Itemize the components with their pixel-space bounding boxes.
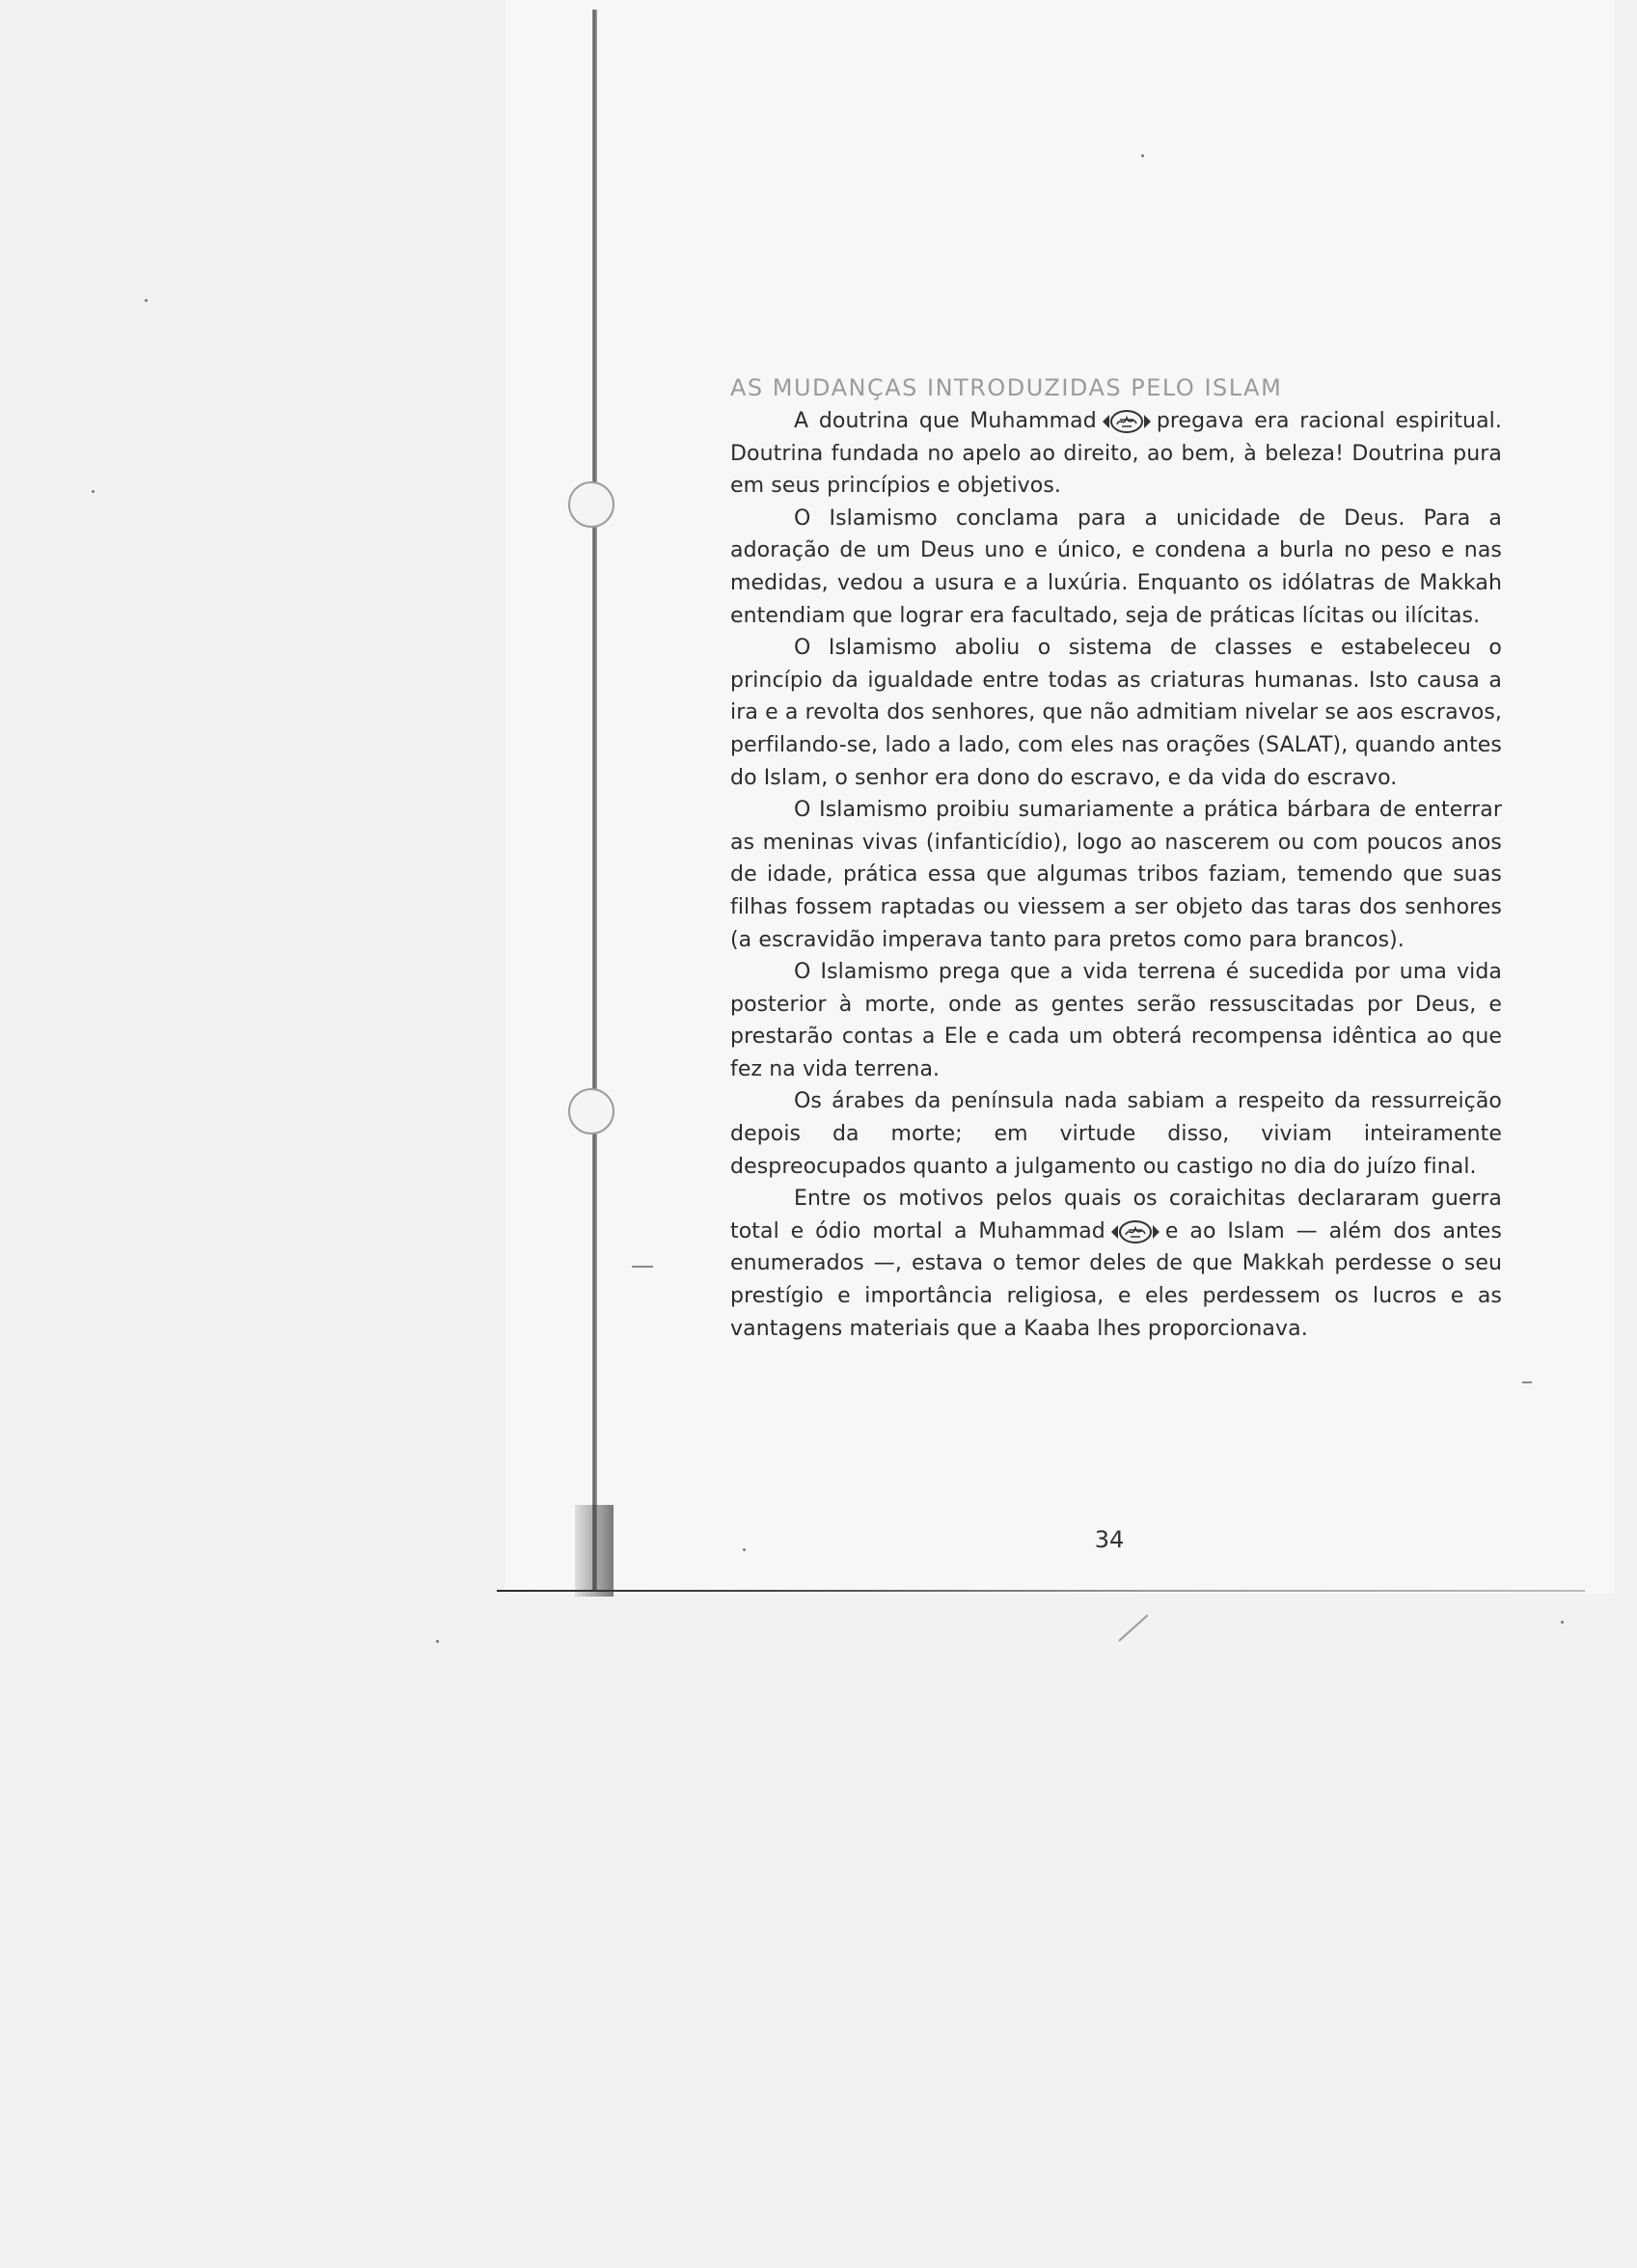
scan-speck [743,1548,746,1551]
punch-hole-bottom [568,1088,614,1134]
paragraph-3: O Islamismo aboliu o sistema de classes e estabeleceu o princípio da igualdade entre todas as criaturas humanas. Isto causa a ira e a revolta dos senhores, que não admitiam nivelar se aos escravos, perfilando-se, lado a lado, com eles nas orações (SALAT), quando antes do Islam, o senhor era dono do escravo, e da vida do escravo. [730,636,1502,790]
page-edge-shadow-line [592,10,597,1592]
scan-speck [1561,1621,1564,1624]
calligraphy-seal-icon [1101,408,1153,435]
paragraph-1 [730,405,1502,503]
chapter-title: AS MUDANÇAS INTRODUZIDAS PELO ISLAM [730,374,1283,401]
punch-hole-top [568,481,614,528]
scan-speck [436,1640,439,1643]
paragraph-2: O Islamismo conclama para a unicidade de Deus. Para a adoração de um Deus uno e único, e condena a burla no peso e nas medidas, vedou a usura e a luxúria. Enquanto os idólatras de Makkah entendiam que lograr era facultado, seja de práticas lícitas ou ilícitas. [730,506,1502,628]
paragraph-1-start: A doutrina que Muhammad [794,409,1097,433]
paragraph-7 [730,1183,1502,1345]
page-number: 34 [1094,1526,1125,1553]
scan-speck [145,299,148,302]
scan-speck [92,490,95,493]
scan-mark [632,1266,653,1268]
paragraph-7-end: e ao Islam — além dos antes enumerados —, estava o temor deles de que Makkah perdesse o seu prestígio e importância religiosa, e eles perdessem os lucros e as vantagens materiais que a Kaaba lhes proporcionava. [730,1218,1502,1341]
calligraphy-seal-icon [1109,1218,1161,1245]
paragraph-4: O Islamismo proibiu sumariamente a prática bárbara de enterrar as meninas vivas (infanticídio), logo ao nascerem ou com poucos anos de idade, prática essa que algumas tribos faziam, temendo que suas filhas fossem raptadas ou viessem a ser objeto das taras dos senhores (a escravidão imperava tanto para pretos como para brancos). [730,798,1502,952]
paragraph-6: Os árabes da península nada sabiam a respeito da ressurreição depois da morte; em virtude disso, viviam inteiramente despreocupados quanto a julgamento ou castigo no dia do juízo final. [730,1089,1502,1179]
page-text [730,370,1502,1345]
paragraph-5: O Islamismo prega que a vida terrena é sucedida por uma vida posterior à morte, onde as gentes serão ressuscitadas por Deus, e prestarão contas a Ele e cada um obterá recompensa idêntica ao que fez na vida terrena. [730,960,1502,1081]
scan-speck [1141,154,1144,157]
scan-mark [1522,1381,1532,1383]
paragraph-7-start: Entre os motivos pelos quais os coraichitas declararam guerra total e ódio mortal a Muhammad [730,1187,1502,1243]
page-corner-shadow [575,1505,614,1597]
page-bottom-edge [497,1590,1585,1592]
paragraph-1-end: pregava era racional espiritual. Doutrina fundada no apelo ao direito, ao bem, à beleza! Doutrina pura em seus princípios e objetivos. [730,409,1502,499]
